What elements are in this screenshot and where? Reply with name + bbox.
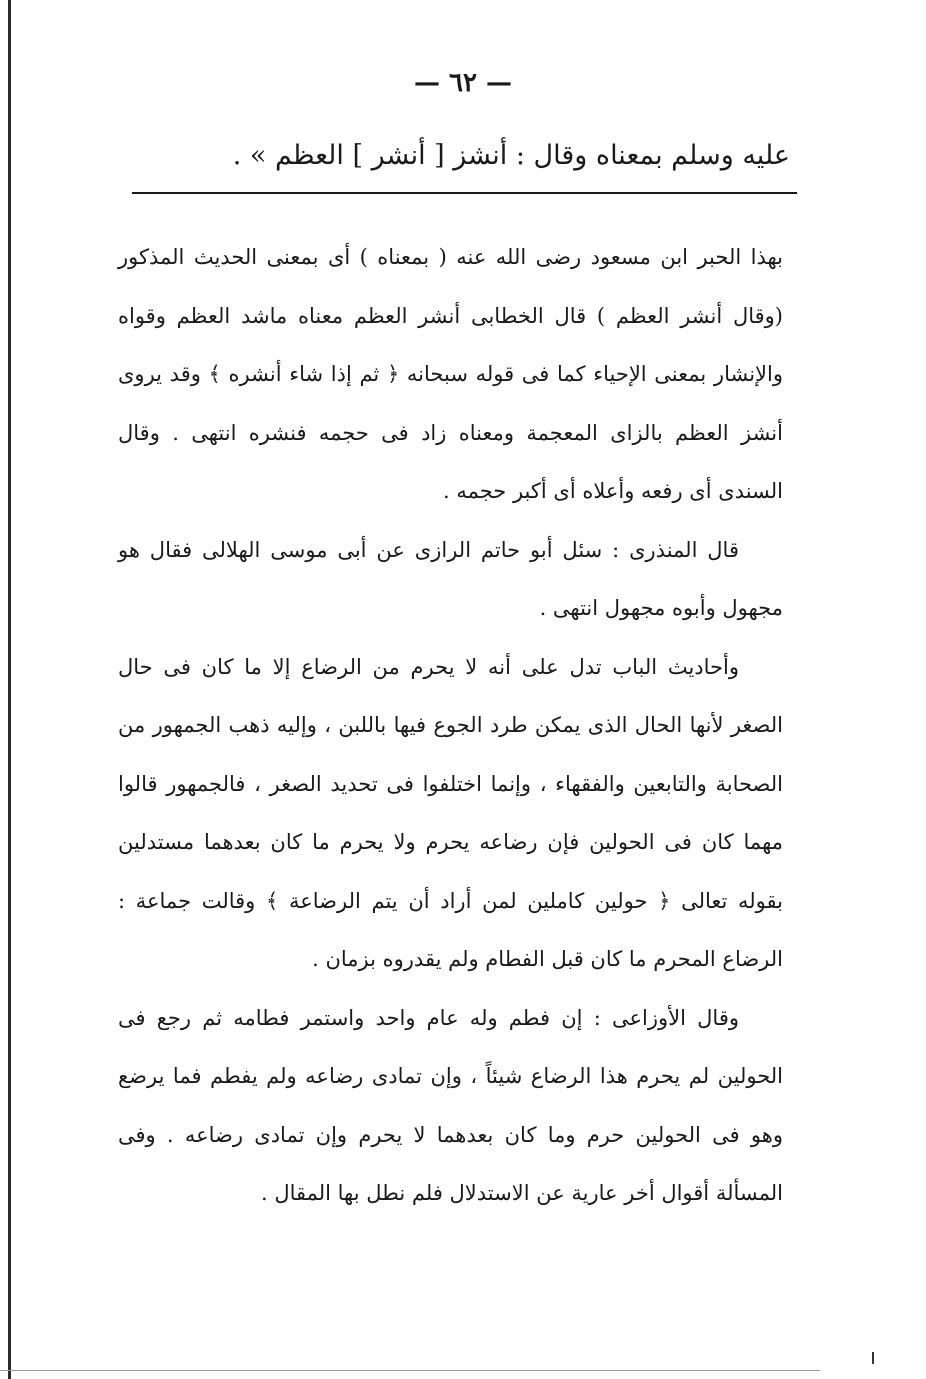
paragraph-3: وأحاديث الباب تدل على أنه لا يحرم من الرضاع إلا ما كان فى حال الصغر لأنها الحال الذى يمكن طرد الجوع فيها باللبن ، وإليه ذهب الجمهور من الصحابة والتابعين والفقهاء ، وإنما اختلفوا فى تحديد الصغر ، فالجمهور قالوا مهما كان فى الحولين فإن رضاعه يحرم ولا يحرم ما كان بعدهما مستدلين بقوله تعالى ﴿ حولين كاملين لمن أراد أن يتم الرضاعة ﴾ وقالت جماعة : الرضاع المحرم ما كان قبل الفطام ولم يقدروه بزمان . — [118, 654, 783, 971]
paragraph-4: وقال الأوزاعى : إن فطم وله عام واحد واستمر فطامه ثم رجع فى الحولين لم يحرم هذا الرضاع شيئاً ، وإن تمادى رضاعه ولم يفطم فما يرضع وهو فى الحولين حرم وما كان بعدهما لا يحرم وإن تمادى رضاعه . وفى المسألة أقوال أخر عارية عن الاستدلال فلم نطل بها المقال . — [118, 1005, 783, 1205]
scan-binding-edge — [8, 0, 11, 1379]
commentary-body — [118, 228, 783, 1223]
scan-bottom-edge — [0, 1370, 820, 1371]
paragraph-1: بهذا الحبر ابن مسعود رضى الله عنه ( بمعناه ) أى بمعنى الحديث المذكور (وقال أنشر العظم ) قال الخطابى أنشر العظم معناه ماشد العظم وقواه والإنشار بمعنى الإحياء كما فى قوله سبحانه ﴿ ثم إذا شاء أنشره ﴾ وقد يروى أنشز العظم بالزاى المعجمة ومعناه زاد فى حجمه فنشره انتهى . وقال السندى أى رفعه وأعلاه أى أكبر حجمه . — [118, 245, 783, 503]
paragraph-2: قال المنذرى : سئل أبو حاتم الرازى عن أبى موسى الهلالى فقال هو مجهول وأبوه مجهول انتهى . — [118, 537, 783, 620]
separator-rule — [132, 192, 797, 194]
scan-speck — [872, 1352, 874, 1364]
page-number: — ٦٢ — — [413, 68, 513, 98]
continued-text-line: عليه وسلم بمعناه وقال : أنشز [ أنشر ] العظم » . — [232, 140, 790, 171]
